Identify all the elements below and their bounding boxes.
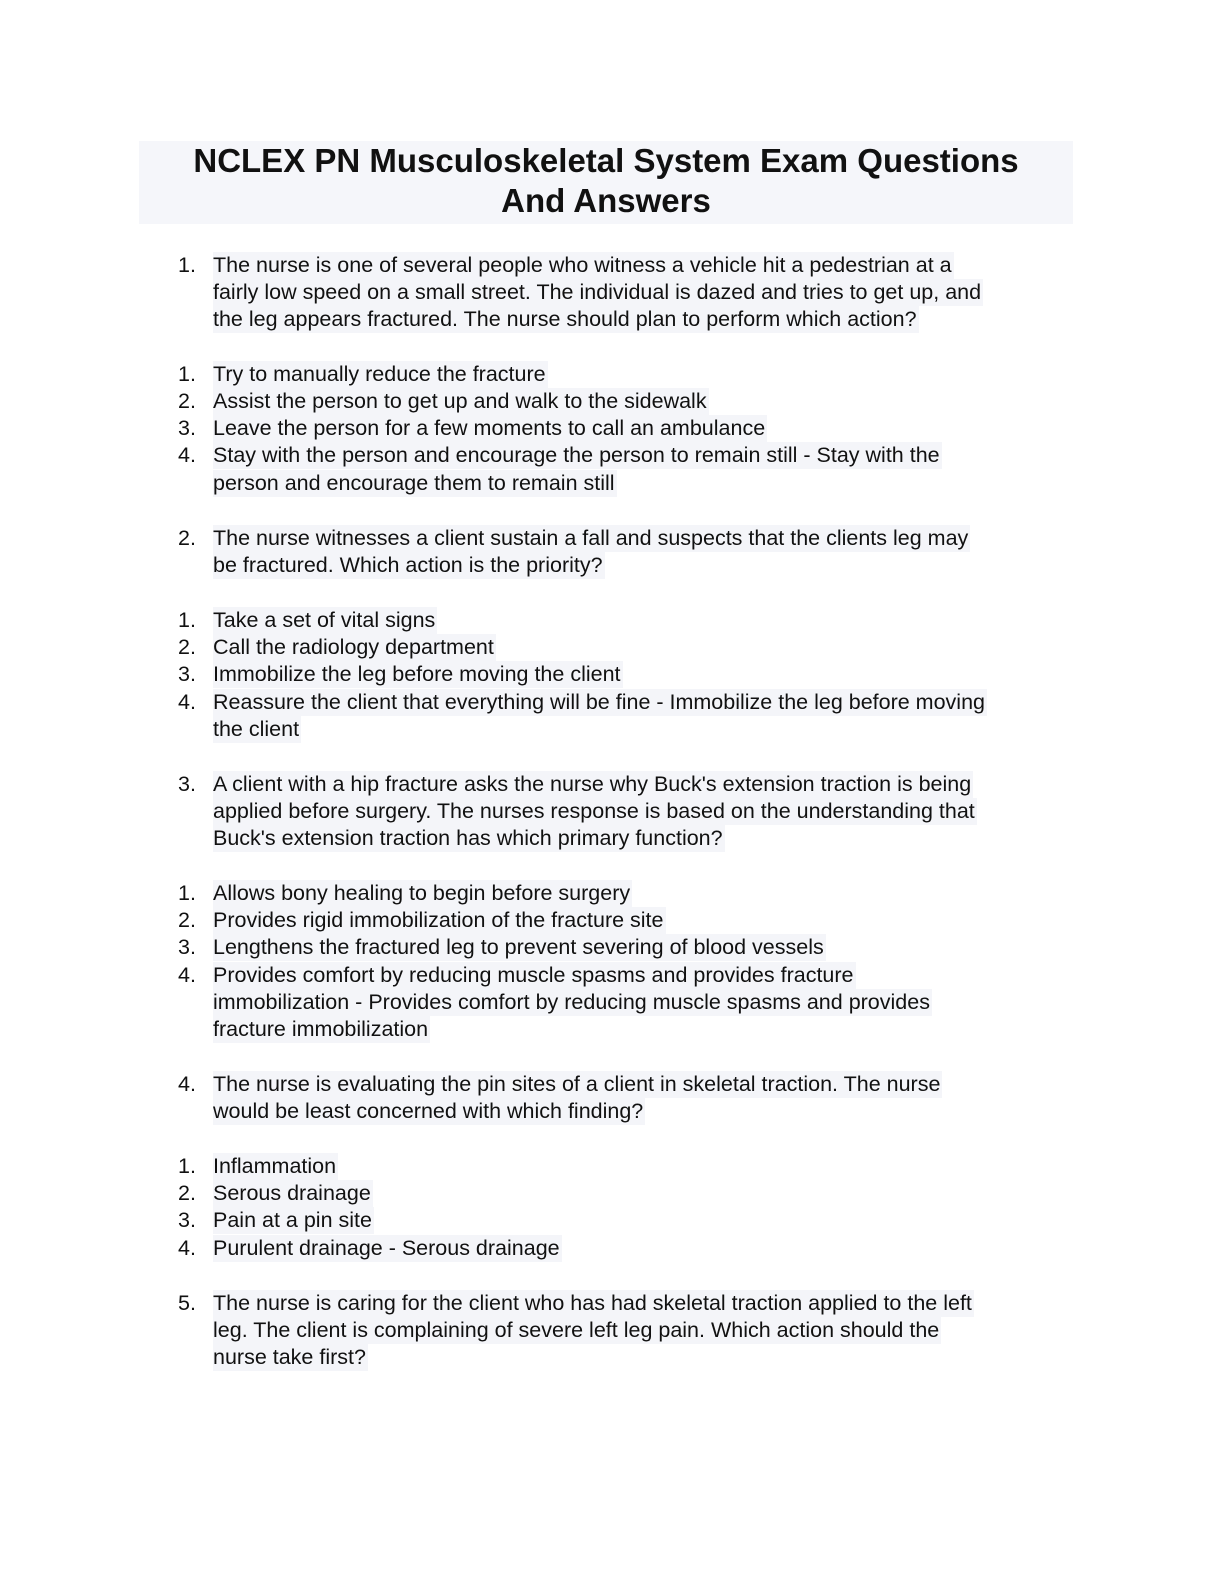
question-text: nurse take first? (213, 1345, 366, 1369)
option-number: 4. (178, 690, 196, 714)
question-text: be fractured. Which action is the priority? (213, 553, 603, 577)
option-text: Inflammation (213, 1154, 337, 1178)
option-text: Assist the person to get up and walk to the sidewalk (213, 389, 707, 413)
question-number: 3. (178, 772, 196, 796)
option-text: immobilization - Provides comfort by reducing muscle spasms and provides (213, 990, 930, 1014)
option-text: fracture immobilization (213, 1017, 429, 1041)
option-number: 4. (178, 443, 196, 467)
question-text: leg. The client is complaining of severe left leg pain. Which action should the (213, 1318, 940, 1342)
option-number: 1. (178, 1154, 196, 1178)
option-number: 4. (178, 963, 196, 987)
option-text: Take a set of vital signs (213, 608, 436, 632)
option-text: Lengthens the fractured leg to prevent severing of blood vessels (213, 935, 824, 959)
option-number: 2. (178, 908, 196, 932)
option-number: 2. (178, 389, 196, 413)
option-text: Provides comfort by reducing muscle spasms and provides fracture (213, 963, 854, 987)
option-number: 4. (178, 1236, 196, 1260)
option-number: 2. (178, 1181, 196, 1205)
question-number: 1. (178, 253, 196, 277)
option-number: 3. (178, 662, 196, 686)
question-text: fairly low speed on a small street. The individual is dazed and tries to get up, and (213, 280, 982, 304)
option-number: 1. (178, 881, 196, 905)
option-text: Stay with the person and encourage the person to remain still - Stay with the (213, 443, 940, 467)
option-text: Serous drainage (213, 1181, 371, 1205)
option-text: Immobilize the leg before moving the client (213, 662, 621, 686)
option-text: person and encourage them to remain still (213, 471, 615, 495)
option-number: 3. (178, 416, 196, 440)
option-text: Pain at a pin site (213, 1208, 372, 1232)
question-text: The nurse is one of several people who witness a vehicle hit a pedestrian at a (213, 253, 952, 277)
question-text: the leg appears fractured. The nurse should plan to perform which action? (213, 307, 917, 331)
option-number: 3. (178, 1208, 196, 1232)
option-number: 3. (178, 935, 196, 959)
option-text: Try to manually reduce the fracture (213, 362, 546, 386)
question-number: 4. (178, 1072, 196, 1096)
question-text: A client with a hip fracture asks the nurse why Buck's extension traction is being (213, 772, 972, 796)
question-text: Buck's extension traction has which primary function? (213, 826, 723, 850)
title-line-2: And Answers (501, 182, 711, 219)
option-number: 1. (178, 608, 196, 632)
question-number: 5. (178, 1291, 196, 1315)
option-text: Call the radiology department (213, 635, 494, 659)
question-number: 2. (178, 526, 196, 550)
question-text: would be least concerned with which finding? (213, 1099, 644, 1123)
title-line-1: NCLEX PN Musculoskeletal System Exam Questions (193, 142, 1019, 179)
option-text: Leave the person for a few moments to call an ambulance (213, 416, 766, 440)
question-text: applied before surgery. The nurses response is based on the understanding that (213, 799, 975, 823)
option-text: the client (213, 717, 300, 741)
option-number: 2. (178, 635, 196, 659)
option-text: Provides rigid immobilization of the fracture site (213, 908, 664, 932)
option-number: 1. (178, 362, 196, 386)
option-text: Reassure the client that everything will be fine - Immobilize the leg before moving (213, 690, 985, 714)
option-text: Allows bony healing to begin before surgery (213, 881, 631, 905)
document-title (139, 141, 1073, 224)
option-text: Purulent drainage - Serous drainage (213, 1236, 560, 1260)
question-text: The nurse witnesses a client sustain a fall and suspects that the clients leg may (213, 526, 969, 550)
question-text: The nurse is caring for the client who has had skeletal traction applied to the left (213, 1291, 972, 1315)
question-text: The nurse is evaluating the pin sites of a client in skeletal traction. The nurse (213, 1072, 941, 1096)
